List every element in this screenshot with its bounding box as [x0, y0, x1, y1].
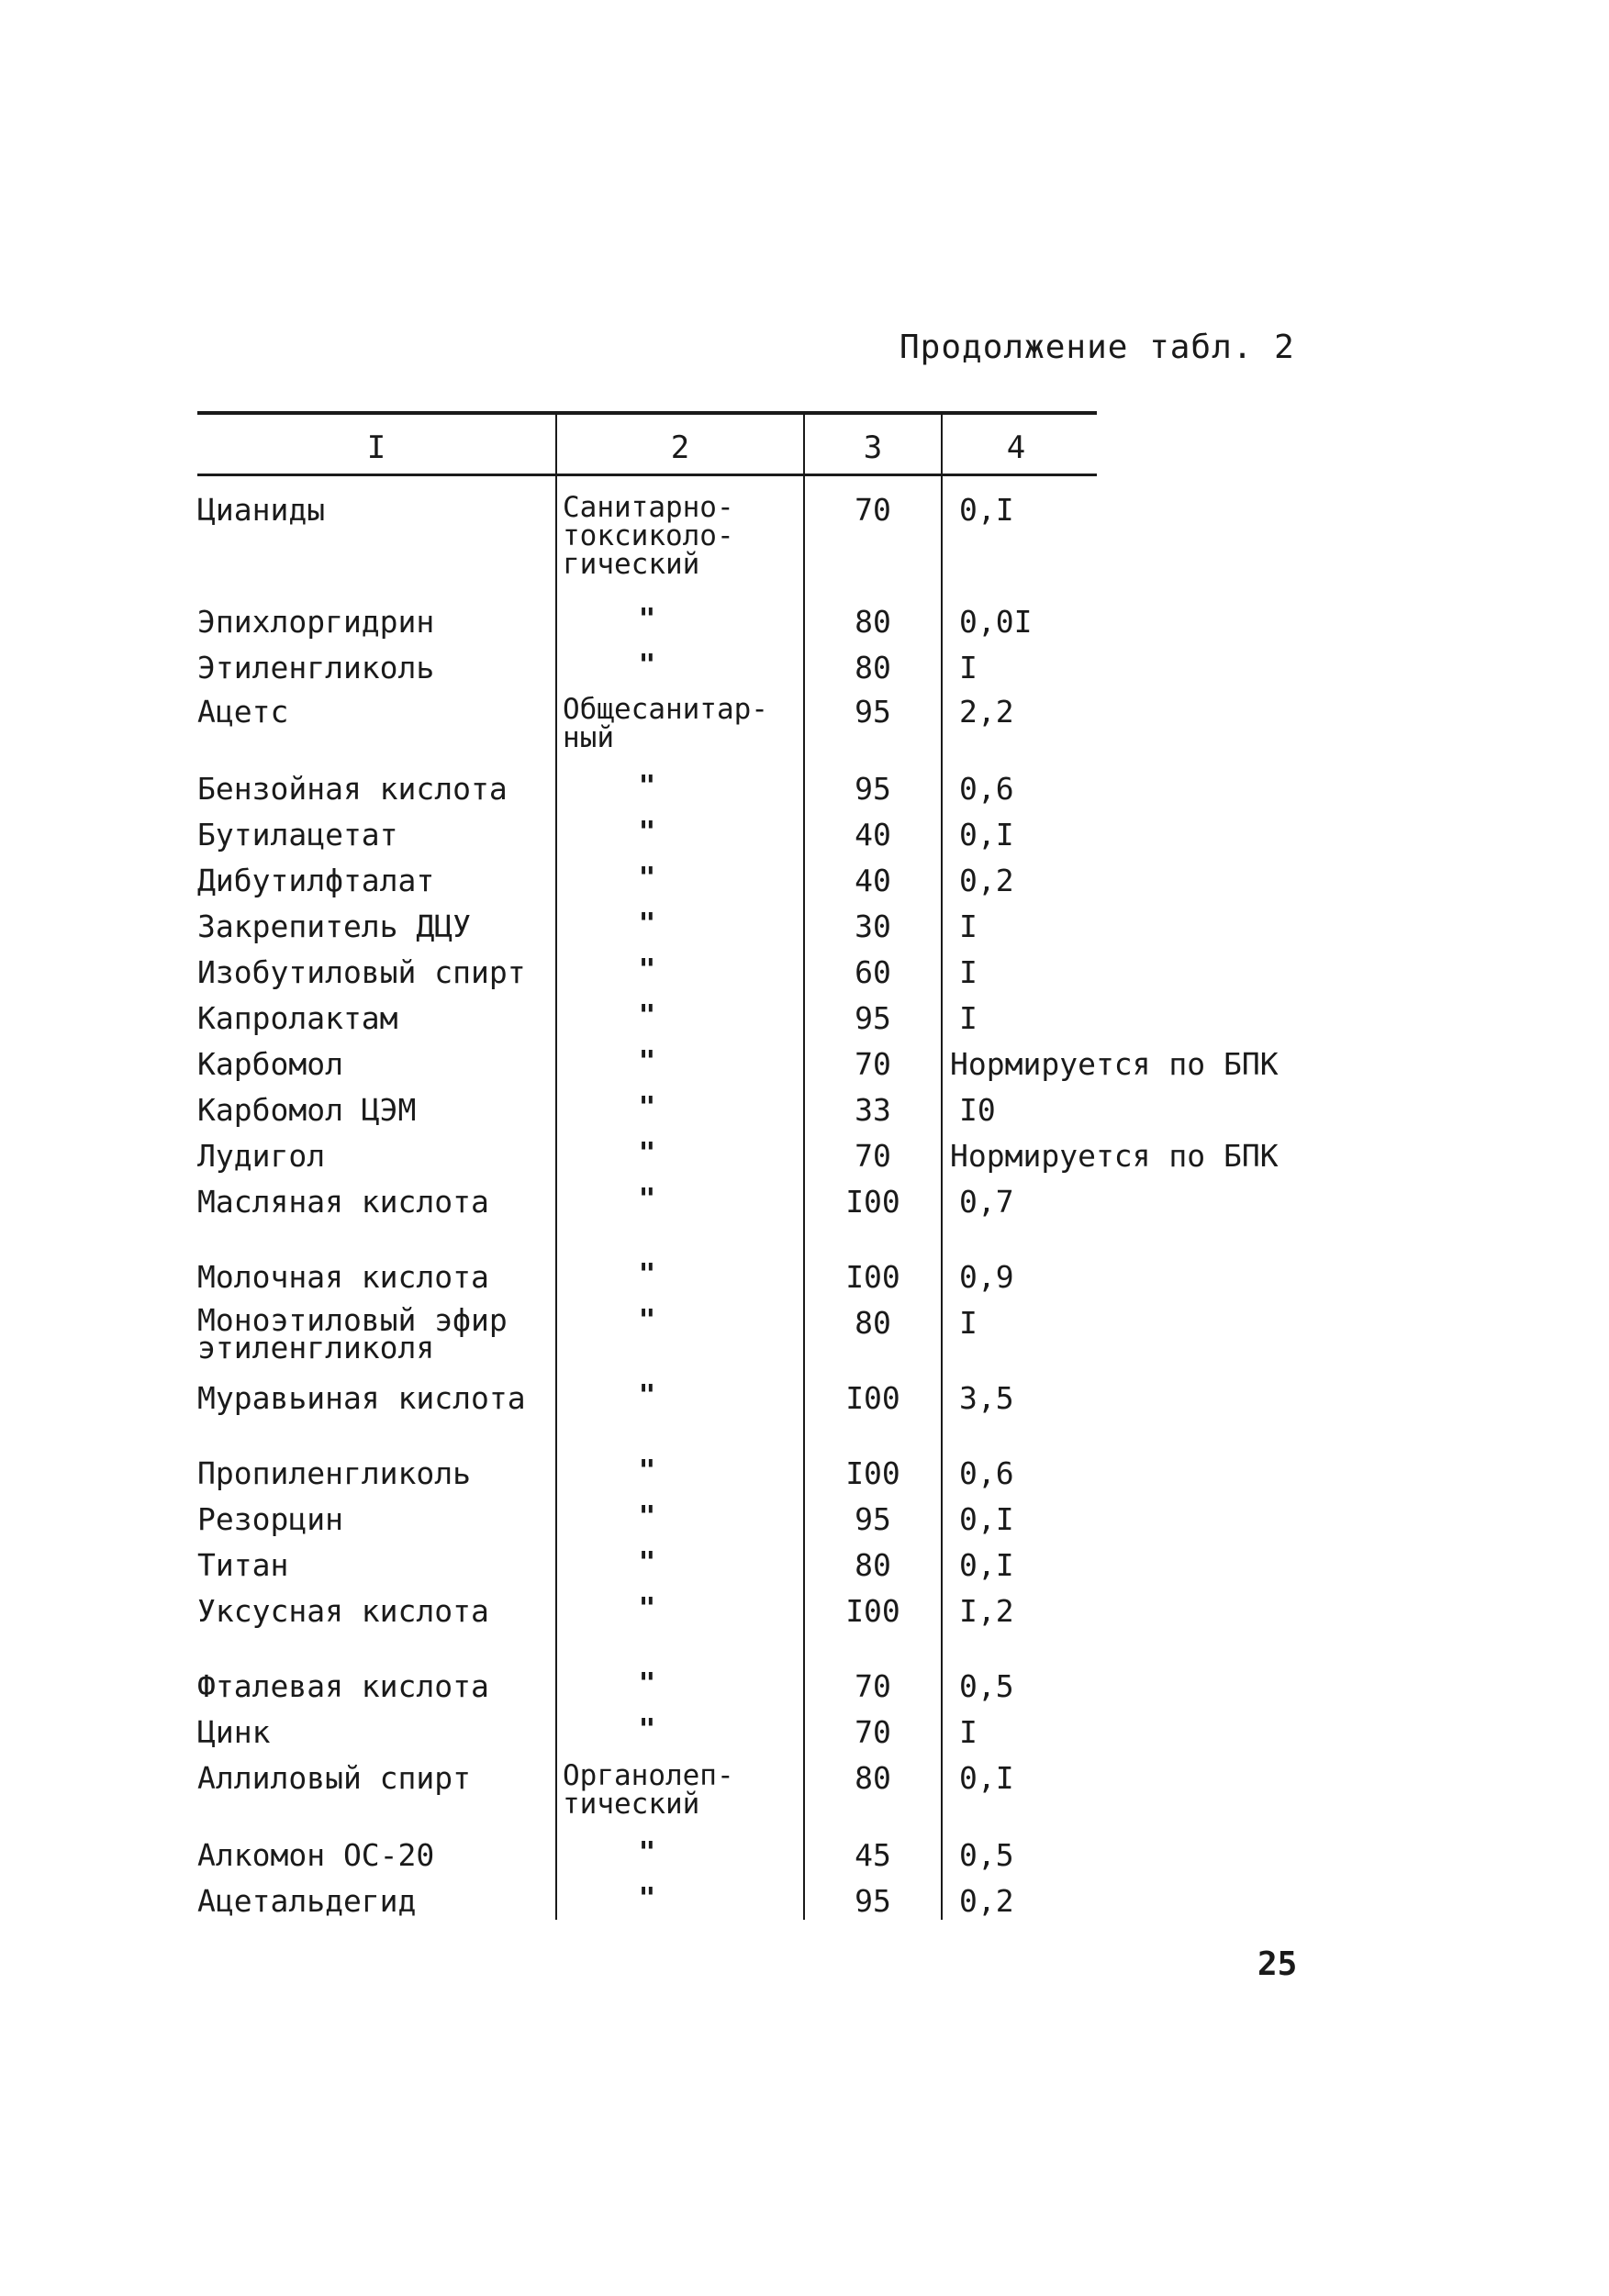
column-4-value: I	[959, 650, 978, 685]
column-4-value: I,2	[959, 1593, 1014, 1629]
hygiene-indicator: "	[638, 1183, 656, 1216]
table-caption: Продолжение табл. 2	[899, 329, 1295, 366]
substance-name: Эпихлоргидрин	[197, 604, 435, 640]
substance-name: Муравьиная кислота	[197, 1380, 526, 1416]
substance-name: Бензойная кислота	[197, 771, 508, 807]
column-4-value: 0,7	[959, 1184, 1014, 1220]
column-3-value: 40	[855, 817, 891, 853]
substance-name: Моноэтиловый эфир этиленгликоля	[197, 1302, 508, 1365]
substance-name: Капролактам	[197, 1000, 398, 1036]
header-cell-4: 4	[1006, 429, 1026, 466]
column-3-value: I00	[845, 1380, 900, 1416]
hygiene-indicator: "	[638, 1713, 656, 1746]
hygiene-indicator: Санитарно- токсиколо- гический	[563, 491, 734, 581]
column-4-value: 0,5	[959, 1668, 1014, 1704]
table-header-rule	[197, 474, 1097, 476]
column-3-value: 80	[855, 1547, 891, 1583]
column-3-value: 60	[855, 954, 891, 990]
column-3-value: 95	[855, 1501, 891, 1537]
hygiene-indicator: "	[638, 1379, 656, 1412]
substance-name: Карбомол ЦЭМ	[197, 1092, 417, 1128]
hygiene-indicator: "	[638, 1045, 656, 1078]
hygiene-indicator: "	[638, 1546, 656, 1579]
column-4-value: 0,I	[959, 492, 1014, 528]
substance-name: Этиленгликоль	[197, 650, 435, 685]
column-divider-1	[555, 415, 557, 1920]
column-3-value: 40	[855, 863, 891, 898]
substance-name: Лудигол	[197, 1138, 326, 1174]
column-4-value: 0,5	[959, 1837, 1014, 1873]
hygiene-indicator: "	[638, 999, 656, 1032]
hygiene-indicator: "	[638, 1592, 656, 1625]
column-4-value: I	[959, 1305, 978, 1341]
hygiene-indicator: "	[638, 862, 656, 895]
header-cell-1: I	[366, 429, 386, 466]
column-4-value: I	[959, 1714, 978, 1750]
hygiene-indicator: "	[638, 1091, 656, 1124]
column-4-value: 0,6	[959, 1455, 1014, 1491]
column-4-value: Нормируется по БПК	[950, 1138, 1279, 1174]
substance-name: Молочная кислота	[197, 1259, 489, 1295]
hygiene-indicator: "	[638, 1667, 656, 1700]
table-top-rule	[197, 411, 1097, 415]
column-3-value: 95	[855, 1000, 891, 1036]
column-4-value: 0,I	[959, 1547, 1014, 1583]
column-4-value: 0,I	[959, 1501, 1014, 1537]
hygiene-indicator: "	[638, 1500, 656, 1533]
column-3-value: 30	[855, 908, 891, 944]
hygiene-indicator: "	[638, 1304, 656, 1337]
column-3-value: 80	[855, 604, 891, 640]
page-number: 25	[1257, 1945, 1298, 1983]
column-3-value: I00	[845, 1593, 900, 1629]
column-3-value: 45	[855, 1837, 891, 1873]
column-4-value: 2,2	[959, 694, 1014, 730]
substance-name: Фталевая кислота	[197, 1668, 489, 1704]
column-3-value: 80	[855, 1305, 891, 1341]
substance-name: Алкомон ОС-20	[197, 1837, 435, 1873]
column-4-value: I	[959, 954, 978, 990]
substance-name: Уксусная кислота	[197, 1593, 489, 1629]
substance-name: Ацетальдегид	[197, 1883, 417, 1919]
column-4-value: I	[959, 1000, 978, 1036]
column-divider-3	[941, 415, 943, 1920]
hygiene-indicator: "	[638, 649, 656, 682]
column-3-value: 70	[855, 1046, 891, 1082]
substance-name: Аллиловый спирт	[197, 1760, 472, 1796]
substance-name: Масляная кислота	[197, 1184, 489, 1220]
hygiene-indicator: "	[638, 816, 656, 849]
header-cell-3: 3	[863, 429, 883, 466]
column-3-value: 95	[855, 771, 891, 807]
column-3-value: 95	[855, 694, 891, 730]
column-3-value: 70	[855, 492, 891, 528]
column-4-value: 0,6	[959, 771, 1014, 807]
hygiene-indicator: "	[638, 1455, 656, 1488]
hygiene-indicator: "	[638, 953, 656, 986]
hygiene-indicator: "	[638, 908, 656, 941]
hygiene-indicator: Органолеп- тический	[563, 1759, 734, 1821]
column-4-value: I0	[959, 1092, 996, 1128]
column-3-value: 33	[855, 1092, 891, 1128]
column-3-value: 70	[855, 1668, 891, 1704]
column-4-value: 0,2	[959, 1883, 1014, 1919]
hygiene-indicator: "	[638, 1137, 656, 1170]
hygiene-indicator: "	[638, 1882, 656, 1915]
substance-name: Изобутиловый спирт	[197, 954, 526, 990]
column-4-value: 0,I	[959, 1760, 1014, 1796]
substance-name: Карбомол	[197, 1046, 343, 1082]
column-4-value: 0,I	[959, 817, 1014, 853]
substance-name: Титан	[197, 1547, 289, 1583]
column-3-value: 80	[855, 1760, 891, 1796]
column-3-value: I00	[845, 1259, 900, 1295]
column-3-value: I00	[845, 1455, 900, 1491]
column-3-value: 70	[855, 1714, 891, 1750]
substance-name: Цианиды	[197, 492, 326, 528]
column-3-value: 70	[855, 1138, 891, 1174]
column-4-value: 0,0I	[959, 604, 1033, 640]
substance-name: Дибутилфталат	[197, 863, 435, 898]
substance-name: Пропиленгликоль	[197, 1455, 472, 1491]
substance-name: Ацетс	[197, 694, 289, 730]
hygiene-indicator: "	[638, 770, 656, 803]
column-4-value: 0,9	[959, 1259, 1014, 1295]
hygiene-indicator: "	[638, 1258, 656, 1291]
column-3-value: 95	[855, 1883, 891, 1919]
hygiene-indicator: Общесанитар- ный	[563, 693, 768, 754]
column-3-value: 80	[855, 650, 891, 685]
substance-name: Резорцин	[197, 1501, 343, 1537]
header-cell-2: 2	[670, 429, 690, 466]
column-3-value: I00	[845, 1184, 900, 1220]
substance-name: Бутилацетат	[197, 817, 398, 853]
substance-name: Цинк	[197, 1714, 271, 1750]
column-4-value: Нормируется по БПК	[950, 1046, 1279, 1082]
substance-name: Закрепитель ДЦУ	[197, 908, 472, 944]
column-4-value: I	[959, 908, 978, 944]
column-4-value: 0,2	[959, 863, 1014, 898]
hygiene-indicator: "	[638, 1836, 656, 1869]
hygiene-indicator: "	[638, 603, 656, 636]
column-4-value: 3,5	[959, 1380, 1014, 1416]
